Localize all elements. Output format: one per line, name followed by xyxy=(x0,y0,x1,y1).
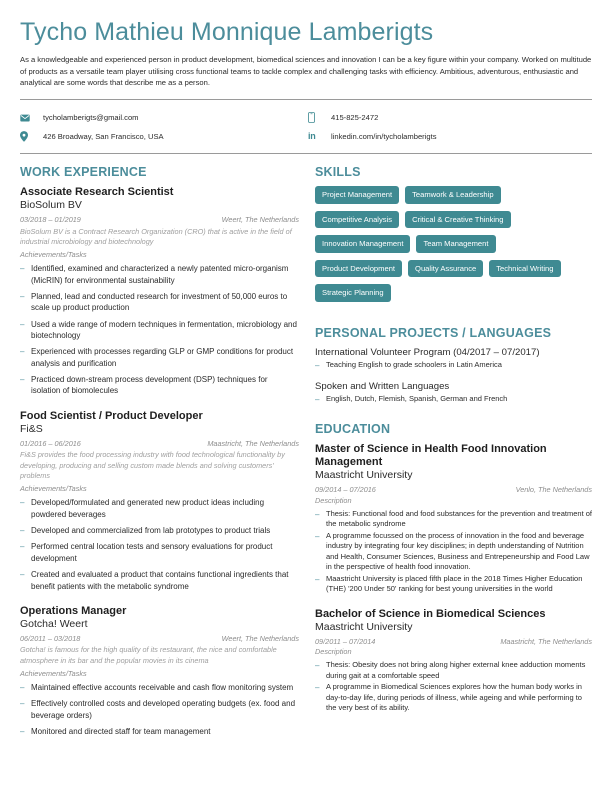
employer-name: Gotcha! Weert xyxy=(20,618,88,631)
personal-projects-list xyxy=(315,347,592,405)
personal-project-block xyxy=(315,347,592,371)
skill-tag[interactable]: Technical Writing xyxy=(489,260,560,278)
degree-title: Master of Science in Health Food Innovation Management xyxy=(315,442,547,469)
employer-description: Fi&S provides the food processing industry with food technological functionality by developing, producing and selling custom made blends and solving customers' problems xyxy=(20,450,285,481)
entry-location: Maastricht, The Netherlands xyxy=(500,636,592,646)
entry-location: Venlo, The Netherlands xyxy=(515,485,592,495)
list-item: – Created and evaluated a product that contains functional ingredients that benefit patients with the metabolic syndrome xyxy=(20,569,299,592)
section-title-personal-projects: PERSONAL PROJECTS / LANGUAGES xyxy=(315,326,552,341)
list-item: – Used a wide range of modern techniques in fermentation, microbiology and biotechnology xyxy=(20,319,299,342)
achievements-label: Achievements/Tasks xyxy=(20,484,87,494)
school-name: Maastricht University xyxy=(315,620,413,633)
skill-tag[interactable]: Product Development xyxy=(315,260,402,278)
bullet-list xyxy=(315,394,592,405)
map-pin-icon xyxy=(20,131,36,142)
contact-linkedin-text: linkedin.com/in/tycholamberigts xyxy=(331,132,437,142)
entry-location: Weert, The Netherlands xyxy=(221,634,299,644)
entry-location: Maastricht, The Netherlands xyxy=(207,439,299,449)
right-column xyxy=(315,165,592,737)
list-item: – A programme in Biomedical Sciences explores how the human body works in day-to-day life, during periods of illness, while ageing and while performing to the very best of its ability. xyxy=(315,682,592,714)
degree-title: Bachelor of Science in Biomedical Sciences xyxy=(315,607,546,620)
bullet-list xyxy=(315,660,592,714)
left-column xyxy=(20,165,315,737)
list-item: – Teaching English to grade schoolers in Latin America xyxy=(315,360,592,371)
skill-tag[interactable]: Project Management xyxy=(315,186,399,204)
entry-meta xyxy=(315,637,592,647)
contact-linkedin[interactable] xyxy=(308,127,592,146)
list-item: – Thesis: Functional food and food substances for the prevention and treatment of the metabolic syndrome xyxy=(315,509,592,530)
description-label: Description xyxy=(315,495,352,505)
list-item: – Identified, examined and characterized a newly patented micro-organism (MicRIN) for environmental sustainability xyxy=(20,263,299,286)
personal-project-heading: Spoken and Written Languages xyxy=(315,380,450,392)
skill-tag[interactable]: Quality Assurance xyxy=(408,260,483,278)
employer-name: Fi&S xyxy=(20,423,43,435)
section-title-skills: SKILLS xyxy=(315,165,361,180)
list-item: – Maintained effective accounts receivable and cash flow monitoring system xyxy=(20,682,299,693)
linkedin-icon: in xyxy=(308,131,316,142)
job-title: Associate Research Scientist xyxy=(20,186,174,199)
contact-email[interactable] xyxy=(20,108,306,127)
work-experience-list xyxy=(20,186,299,737)
entry-date: 09/2011 – 07/2014 xyxy=(315,636,376,646)
contact-column-left xyxy=(20,108,306,146)
skill-tag[interactable]: Innovation Management xyxy=(315,235,410,253)
personal-project-heading: International Volunteer Program (04/2017 – 07/2017) xyxy=(315,347,540,359)
education-entry xyxy=(315,443,592,595)
skill-tag[interactable]: Strategic Planning xyxy=(315,284,391,302)
list-item: – Monitored and directed staff for team management xyxy=(20,726,299,737)
job-title: Food Scientist / Product Developer xyxy=(20,409,203,422)
bullet-list xyxy=(315,509,592,595)
list-item: – Developed/formulated and generated new product ideas including powdered beverages xyxy=(20,497,299,520)
skills-list xyxy=(315,186,592,309)
list-item: – Practiced down-stream process development (DSP) techniques for isolation of biomolecules xyxy=(20,374,299,397)
work-experience-entry xyxy=(20,605,299,738)
contact-phone[interactable] xyxy=(308,108,592,127)
description-label: Description xyxy=(315,647,352,657)
education-entry xyxy=(315,608,592,714)
list-item: – Effectively controlled costs and developed operating budgets (ex. food and beverage orders) xyxy=(20,698,299,721)
employer-name: BioSolum BV xyxy=(20,199,82,212)
contact-address xyxy=(20,127,306,146)
list-item: – Planned, lead and conducted research for investment of 50,000 euros to scale up product production xyxy=(20,291,299,314)
list-item: – Maastricht University is placed fifth place in the 2018 Times Higher Education (THE) '200 Under 50' ranking for best young universities in the world xyxy=(315,574,592,595)
achievements-label: Achievements/Tasks xyxy=(20,669,87,679)
entry-meta xyxy=(315,485,592,495)
entry-meta xyxy=(20,634,299,644)
entry-date: 01/2016 – 06/2016 xyxy=(20,439,81,449)
section-title-work-experience: WORK EXPERIENCE xyxy=(20,165,147,180)
work-experience-entry xyxy=(20,410,299,592)
list-item: – Performed central location tests and sensory evaluations for product development xyxy=(20,541,299,564)
employer-description: BioSolum BV is a Contract Research Organization (CRO) that is active in the field of industrial microbiology and biotechnology xyxy=(20,226,292,246)
entry-location: Weert, The Netherlands xyxy=(221,215,299,225)
profile-summary: As a knowledgeable and experienced person in product development, biomedical sciences and innovation I can be a key figure within your company. Worked on multitude of products as a versatile team player utilising cross functional teams to tackle complex and challenging tasks with efficiency. Ambitious, adventurous, enthusiastic and analytical are some words that describe me as a person. xyxy=(20,54,592,88)
bullet-list xyxy=(20,497,299,592)
page-title: Tycho Mathieu Monnique Lamberigts xyxy=(20,18,434,46)
entry-date: 03/2018 – 01/2019 xyxy=(20,215,81,225)
entry-meta xyxy=(20,215,299,225)
list-item: – Thesis: Obesity does not bring along higher external knee adduction moments during gait at a comfortable speed xyxy=(315,660,592,681)
personal-project-block xyxy=(315,381,592,405)
bullet-list xyxy=(20,682,299,737)
envelope-icon xyxy=(20,114,36,122)
skill-tag[interactable]: Competitive Analysis xyxy=(315,211,399,229)
employer-description: Gotcha! is famous for the high quality of its restaurant, the nice and comfortable atmosphere in its bar and the popular movies in its cinema xyxy=(20,645,277,665)
list-item: – A programme focussed on the process of innovation in the food and beverage industry by integrating four key disciplines; in depth understanding of Nutrition and Health, Consumer Sciences, Business and Entrepeneurship and Food Law in the perspective of health food innovation. xyxy=(315,531,592,573)
entry-date: 06/2011 – 03/2018 xyxy=(20,634,81,644)
contact-email-text: tycholamberigts@gmail.com xyxy=(43,113,139,123)
skill-tag[interactable]: Teamwork & Leadership xyxy=(405,186,500,204)
skill-tag[interactable]: Team Management xyxy=(416,235,495,253)
contact-address-text: 426 Broadway, San Francisco, USA xyxy=(43,132,164,142)
entry-meta xyxy=(20,439,299,449)
mobile-phone-icon xyxy=(308,112,324,123)
contact-block xyxy=(20,100,592,153)
job-title: Operations Manager xyxy=(20,604,127,617)
achievements-label: Achievements/Tasks xyxy=(20,250,87,260)
school-name: Maastricht University xyxy=(315,469,413,482)
content-columns xyxy=(20,154,592,737)
education-list xyxy=(315,443,592,714)
entry-date: 09/2014 – 07/2016 xyxy=(315,485,376,495)
section-title-education: EDUCATION xyxy=(315,421,391,436)
contact-column-right xyxy=(306,108,592,146)
contact-phone-text: 415-825-2472 xyxy=(331,113,379,123)
list-item: – Experienced with processes regarding GLP or GMP conditions for product analysis and purification xyxy=(20,346,299,369)
list-item: – English, Dutch, Flemish, Spanish, German and French xyxy=(315,394,592,405)
bullet-list xyxy=(315,360,592,371)
work-experience-entry xyxy=(20,186,299,397)
bullet-list xyxy=(20,263,299,397)
list-item: – Developed and commercialized from lab prototypes to product trials xyxy=(20,525,299,536)
skill-tag[interactable]: Critical & Creative Thinking xyxy=(405,211,510,229)
